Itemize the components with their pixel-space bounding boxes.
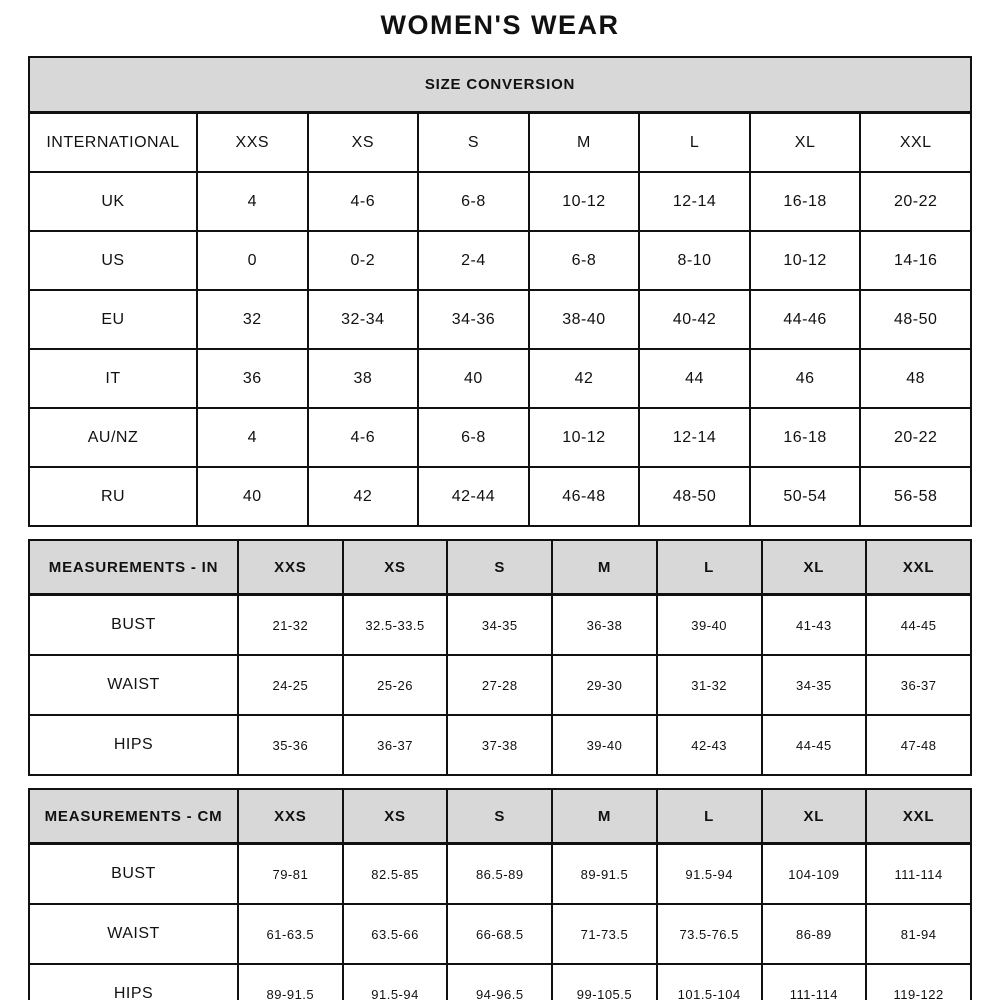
value-cell: 0-2 <box>308 231 419 290</box>
value-cell: 0 <box>197 231 308 290</box>
value-cell: 20-22 <box>860 408 971 467</box>
value-cell: 47-48 <box>866 715 971 775</box>
value-cell: 4-6 <box>308 408 419 467</box>
table-header-row <box>29 789 971 844</box>
value-cell: 40-42 <box>639 290 750 349</box>
value-cell: 37-38 <box>447 715 552 775</box>
value-cell: 71-73.5 <box>552 904 657 964</box>
value-cell: 79-81 <box>238 844 343 905</box>
table-row <box>29 113 971 173</box>
value-cell: 2-4 <box>418 231 529 290</box>
value-cell: 44-45 <box>762 715 867 775</box>
row-label: WAIST <box>29 904 238 964</box>
size-header-cell: XXS <box>238 540 343 595</box>
measurements-in-table <box>28 539 972 776</box>
size-header-cell: L <box>657 789 762 844</box>
value-cell: 25-26 <box>343 655 448 715</box>
value-cell: 10-12 <box>750 231 861 290</box>
value-cell: XXL <box>860 113 971 173</box>
value-cell: 48-50 <box>639 467 750 526</box>
size-header-cell: XS <box>343 789 448 844</box>
value-cell: XXS <box>197 113 308 173</box>
size-header-cell: XL <box>762 540 867 595</box>
value-cell: 44 <box>639 349 750 408</box>
value-cell: 39-40 <box>552 715 657 775</box>
value-cell: M <box>529 113 640 173</box>
row-label: HIPS <box>29 715 238 775</box>
value-cell: 50-54 <box>750 467 861 526</box>
row-label: US <box>29 231 197 290</box>
table-row <box>29 467 971 526</box>
value-cell: 66-68.5 <box>447 904 552 964</box>
value-cell: 42 <box>529 349 640 408</box>
table-row <box>29 172 971 231</box>
value-cell: 48 <box>860 349 971 408</box>
value-cell: 32 <box>197 290 308 349</box>
table-header-label: MEASUREMENTS - CM <box>29 789 238 844</box>
value-cell: 91.5-94 <box>343 964 448 1000</box>
value-cell: 81-94 <box>866 904 971 964</box>
value-cell: XS <box>308 113 419 173</box>
value-cell: 24-25 <box>238 655 343 715</box>
value-cell: 36-38 <box>552 595 657 656</box>
value-cell: 73.5-76.5 <box>657 904 762 964</box>
size-header-cell: S <box>447 789 552 844</box>
row-label: RU <box>29 467 197 526</box>
value-cell: 38-40 <box>529 290 640 349</box>
value-cell: 20-22 <box>860 172 971 231</box>
row-label: IT <box>29 349 197 408</box>
value-cell: 44-46 <box>750 290 861 349</box>
value-cell: 101.5-104 <box>657 964 762 1000</box>
value-cell: 29-30 <box>552 655 657 715</box>
table-banner: SIZE CONVERSION <box>29 57 971 113</box>
value-cell: 48-50 <box>860 290 971 349</box>
measurements-cm-table <box>28 788 972 1000</box>
row-label: HIPS <box>29 964 238 1000</box>
value-cell: 34-35 <box>762 655 867 715</box>
value-cell: 4 <box>197 408 308 467</box>
value-cell: 46 <box>750 349 861 408</box>
row-label: EU <box>29 290 197 349</box>
size-header-cell: XXL <box>866 789 971 844</box>
value-cell: 12-14 <box>639 172 750 231</box>
value-cell: 35-36 <box>238 715 343 775</box>
value-cell: 14-16 <box>860 231 971 290</box>
value-cell: 89-91.5 <box>238 964 343 1000</box>
value-cell: 36 <box>197 349 308 408</box>
row-label: INTERNATIONAL <box>29 113 197 173</box>
value-cell: 10-12 <box>529 172 640 231</box>
value-cell: 34-35 <box>447 595 552 656</box>
value-cell: 86.5-89 <box>447 844 552 905</box>
row-label: AU/NZ <box>29 408 197 467</box>
size-header-cell: XL <box>762 789 867 844</box>
size-header-cell: XXS <box>238 789 343 844</box>
table-row <box>29 231 971 290</box>
value-cell: 111-114 <box>866 844 971 905</box>
size-header-cell: XXL <box>866 540 971 595</box>
value-cell: 89-91.5 <box>552 844 657 905</box>
value-cell: XL <box>750 113 861 173</box>
value-cell: 6-8 <box>529 231 640 290</box>
value-cell: 82.5-85 <box>343 844 448 905</box>
value-cell: 31-32 <box>657 655 762 715</box>
value-cell: 21-32 <box>238 595 343 656</box>
value-cell: 94-96.5 <box>447 964 552 1000</box>
value-cell: 4 <box>197 172 308 231</box>
value-cell: 27-28 <box>447 655 552 715</box>
size-header-cell: M <box>552 789 657 844</box>
table-row <box>29 655 971 715</box>
value-cell: 56-58 <box>860 467 971 526</box>
value-cell: 6-8 <box>418 408 529 467</box>
value-cell: S <box>418 113 529 173</box>
value-cell: 41-43 <box>762 595 867 656</box>
value-cell: 61-63.5 <box>238 904 343 964</box>
value-cell: 10-12 <box>529 408 640 467</box>
value-cell: 36-37 <box>343 715 448 775</box>
size-conversion-table <box>28 56 972 527</box>
table-row <box>29 844 971 905</box>
row-label: WAIST <box>29 655 238 715</box>
value-cell: 32-34 <box>308 290 419 349</box>
row-label: BUST <box>29 844 238 905</box>
value-cell: 36-37 <box>866 655 971 715</box>
row-label: UK <box>29 172 197 231</box>
table-row <box>29 290 971 349</box>
size-header-cell: XS <box>343 540 448 595</box>
table-banner-row <box>29 57 971 113</box>
value-cell: 12-14 <box>639 408 750 467</box>
value-cell: 46-48 <box>529 467 640 526</box>
value-cell: 40 <box>418 349 529 408</box>
value-cell: 39-40 <box>657 595 762 656</box>
value-cell: 111-114 <box>762 964 867 1000</box>
size-header-cell: M <box>552 540 657 595</box>
value-cell: 4-6 <box>308 172 419 231</box>
value-cell: 16-18 <box>750 408 861 467</box>
value-cell: 6-8 <box>418 172 529 231</box>
value-cell: 32.5-33.5 <box>343 595 448 656</box>
table-header-row <box>29 540 971 595</box>
value-cell: 86-89 <box>762 904 867 964</box>
table-row <box>29 964 971 1000</box>
value-cell: 42 <box>308 467 419 526</box>
table-header-label: MEASUREMENTS - IN <box>29 540 238 595</box>
value-cell: 91.5-94 <box>657 844 762 905</box>
value-cell: 8-10 <box>639 231 750 290</box>
value-cell: 63.5-66 <box>343 904 448 964</box>
row-label: BUST <box>29 595 238 656</box>
value-cell: 40 <box>197 467 308 526</box>
value-cell: 42-43 <box>657 715 762 775</box>
value-cell: 16-18 <box>750 172 861 231</box>
value-cell: 104-109 <box>762 844 867 905</box>
value-cell: 38 <box>308 349 419 408</box>
table-row <box>29 715 971 775</box>
table-row <box>29 349 971 408</box>
size-header-cell: L <box>657 540 762 595</box>
value-cell: 44-45 <box>866 595 971 656</box>
table-row <box>29 408 971 467</box>
table-row <box>29 904 971 964</box>
size-header-cell: S <box>447 540 552 595</box>
page-title: WOMEN'S WEAR <box>380 10 620 40</box>
value-cell: 42-44 <box>418 467 529 526</box>
value-cell: 99-105.5 <box>552 964 657 1000</box>
value-cell: L <box>639 113 750 173</box>
value-cell: 34-36 <box>418 290 529 349</box>
table-row <box>29 595 971 656</box>
value-cell: 119-122 <box>866 964 971 1000</box>
